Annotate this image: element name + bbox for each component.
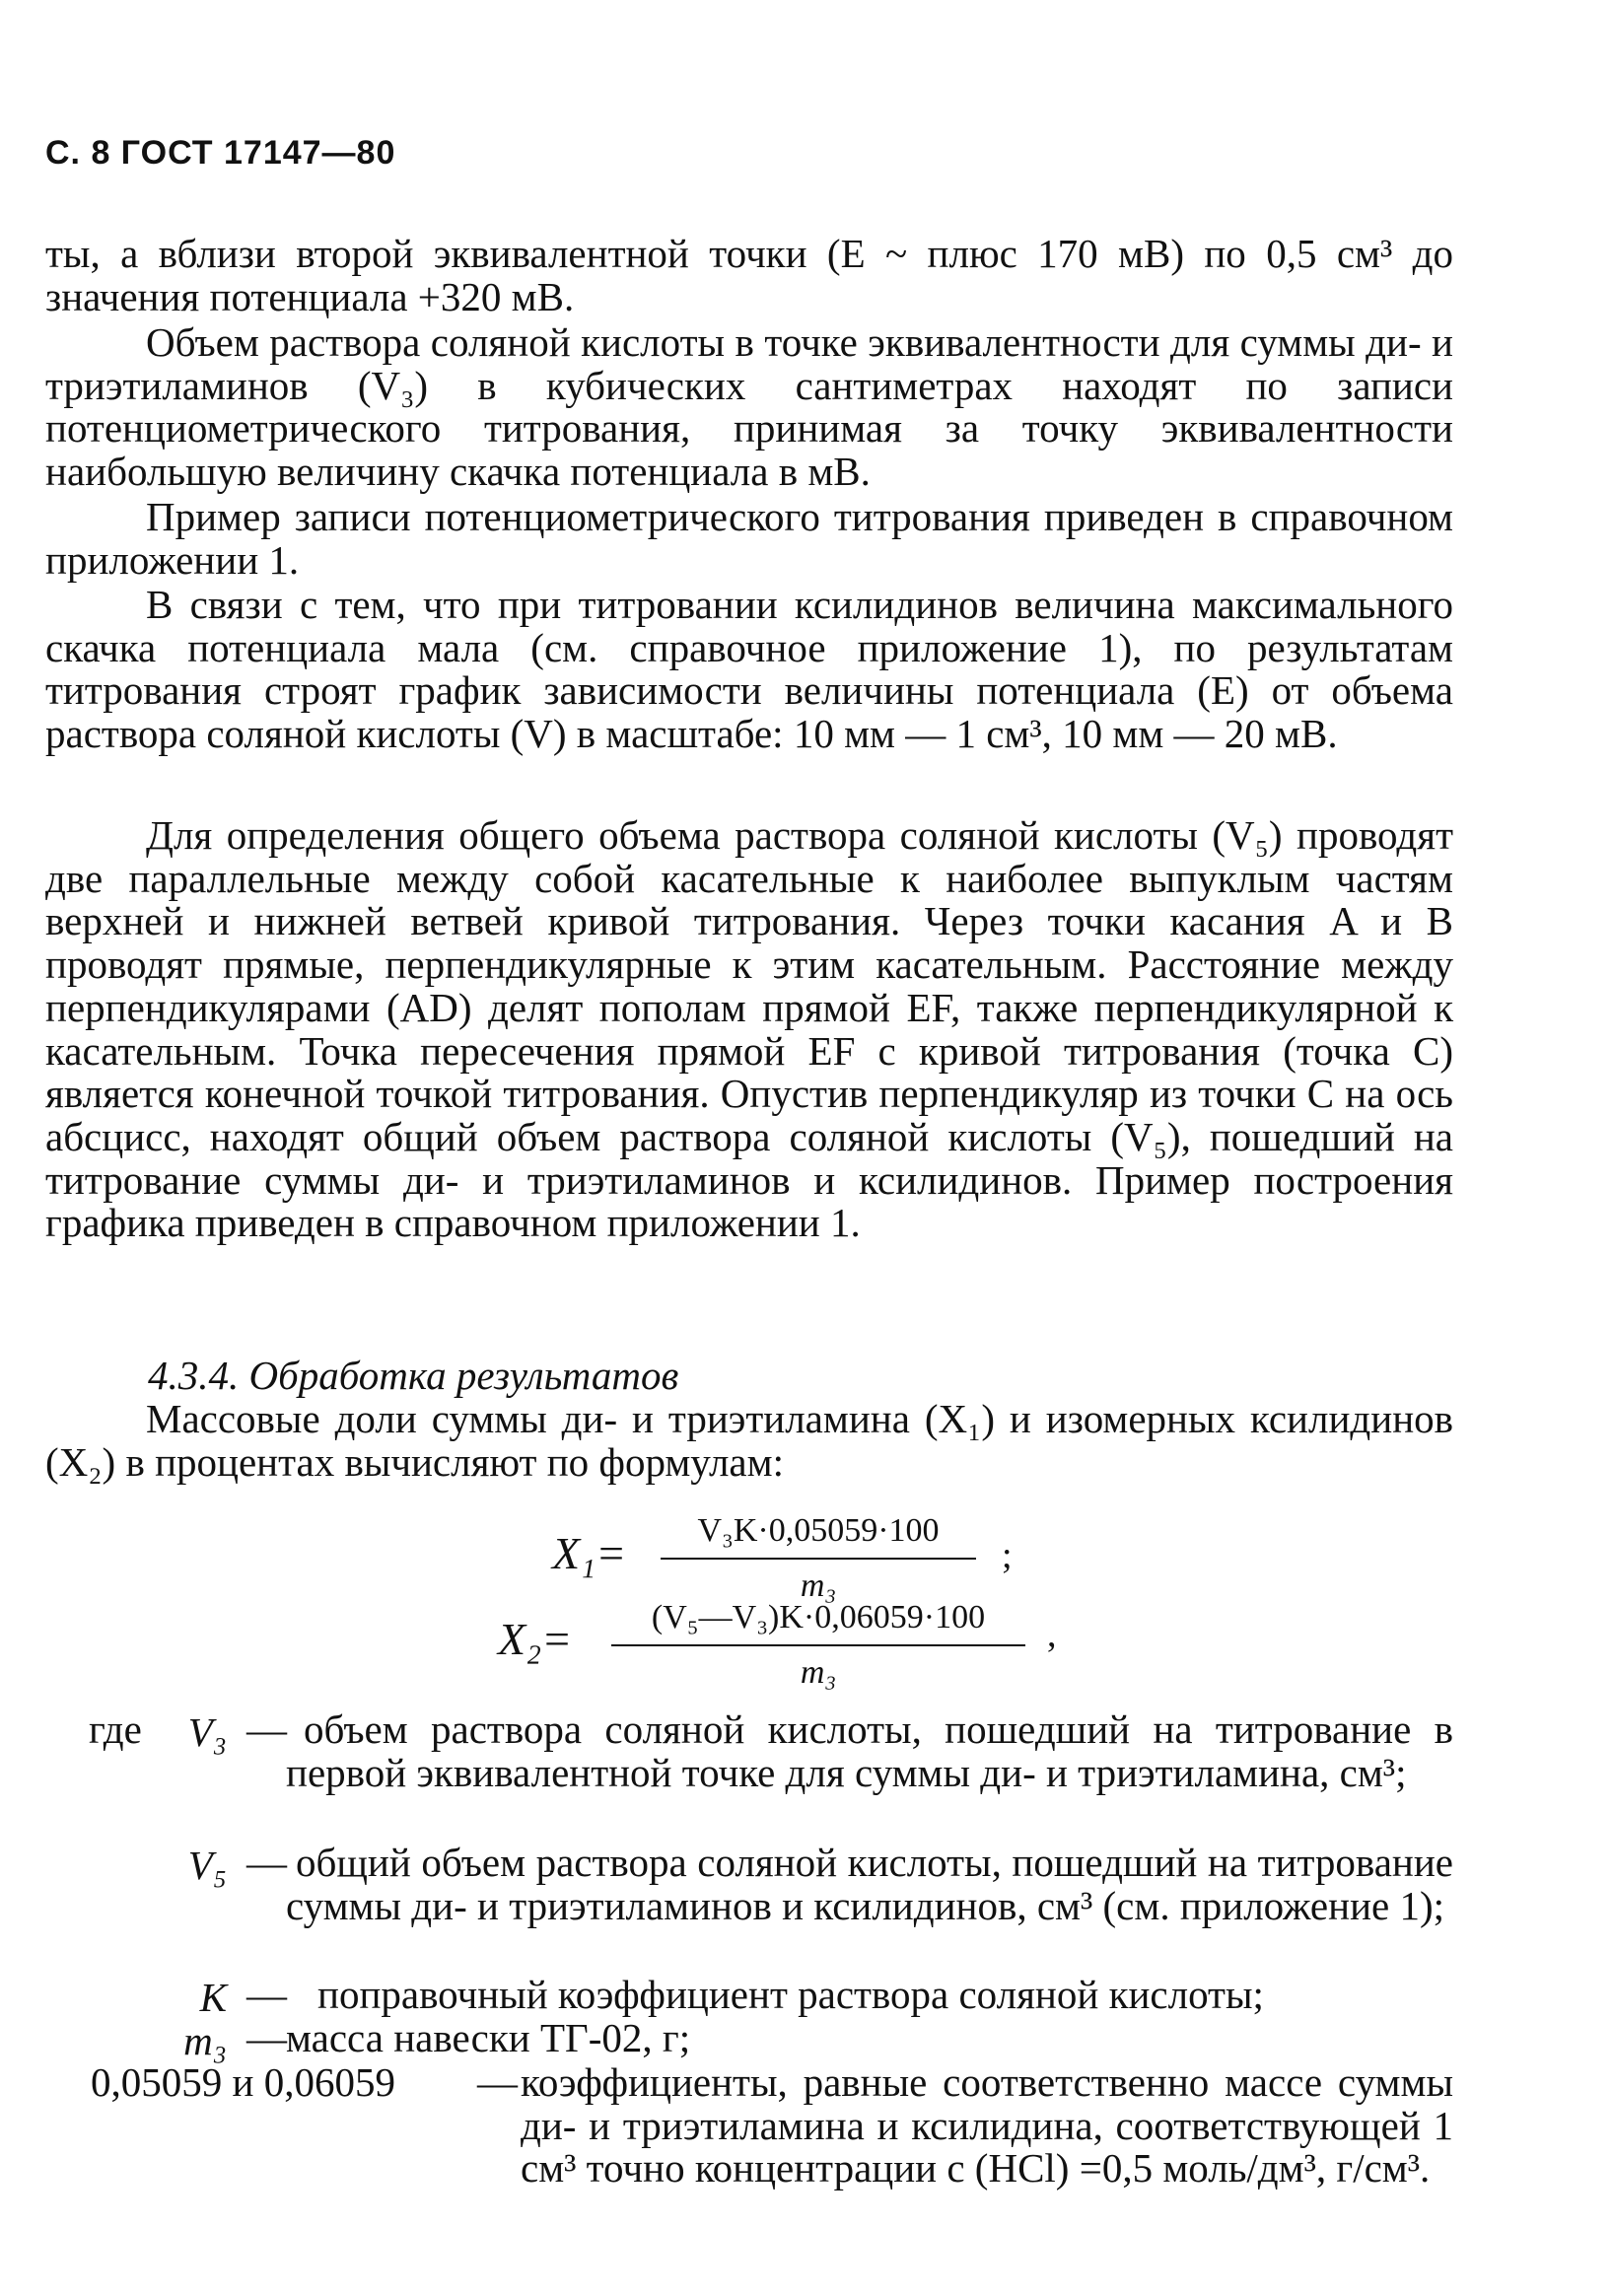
formula-1-fraction-bar <box>661 1558 976 1560</box>
definition-lead-word: где <box>89 1706 142 1752</box>
definition-dash-v5: — <box>246 1840 287 1885</box>
formula-2-numerator: (V₅—V₃)K·0,06059·100 <box>651 1599 986 1635</box>
formula-1-lhs: X₁= <box>552 1528 627 1578</box>
definition-text-v3: объем раствора соляной кислоты, пошедший на титрование в первой эквивалентной точке для суммы ди- и триэтиламина, см³; <box>286 1706 1453 1795</box>
paragraph-total-volume-v5: Для определения общего объема раствора соляной кислоты (V₅) проводят две параллельные между собой касательные к наиболее выпуклым частям верхней и нижней ветвей кривой титрования. Через точки касания A и B проводят прямые, перпендикулярные к этим касательным. Расстояние между перпендикулярами (AD) делят пополам прямой EF, также перпендикулярной к касательным. Точка пересечения прямой EF с кривой титрования (точка C) является конечной точкой титрования. Опустив перпендикуляр из точки C на ось абсцисс, находят общий объем раствора соляной кислоты (V₅), пошедший на титрование суммы ди- и триэтиламинов и ксилидинов. Пример построения графика приведен в справочном приложении 1. <box>45 812 1453 1246</box>
definition-term-m3: m₃ <box>183 2018 227 2063</box>
definition-term-k: K <box>199 1975 227 2020</box>
definition-term-v5: V₅ <box>187 1843 227 1888</box>
section-heading: 4.3.4. Обработка результатов <box>148 1353 679 1398</box>
formula-1-separator: ; <box>1002 1535 1013 1576</box>
paragraph-xylidine-graph: В связи с тем, что при титровании ксилидинов величина максимального скачка потенциала мала (см. справочное приложение 1), по результатам титрования строят график зависимости величины потенциала (E) от объема раствора соляной кислоты (V) в масштабе: 10 мм — 1 см³, 10 мм — 20 мВ. <box>45 582 1453 757</box>
definition-dash-m3: — <box>246 2015 287 2060</box>
formula-intro: Массовые доли суммы ди- и триэтиламина (X₁) и изомерных ксилидинов (X₂) в процентах вычисляют по формулам: <box>45 1396 1453 1485</box>
formula-2-separator: , <box>1047 1614 1057 1655</box>
formula-1-numerator: V₃K·0,05059·100 <box>697 1512 940 1549</box>
definition-text-coefficients: коэффициенты, равные соответственно массе суммы ди- и триэтиламина и ксилидина, соответствующей 1 см³ точно концентрации c (HCl) =0,5 моль/дм³, г/см³. <box>521 2059 1453 2192</box>
formula-2-fraction-bar <box>611 1644 1025 1646</box>
definition-text-v5: общий объем раствора соляной кислоты, пошедший на титрование суммы ди- и триэтиламинов и ксилидинов, см³ (см. приложение 1); <box>286 1840 1453 1928</box>
definition-dash-v3: — <box>246 1706 287 1752</box>
formula-1-denominator: m₃ <box>800 1567 837 1604</box>
definition-dash-coefficients: — <box>477 2059 518 2105</box>
formula-2-lhs: X₂= <box>498 1614 573 1664</box>
definition-dash-k: — <box>246 1972 287 2017</box>
definition-text-k: поправочный коэффициент раствора соляной кислоты; <box>317 1972 1264 2017</box>
paragraph-volume-v3: Объем раствора соляной кислоты в точке эквивалентности для суммы ди- и триэтиламинов (V₃) в кубических сантиметрах находят по записи потенциометрического титрования, принимая за точку эквивалентности наибольшую величину скачка потенциала в мВ. <box>45 319 1453 495</box>
paragraph-example-ref: Пример записи потенциометрического титрования приведен в справочном приложении 1. <box>45 494 1453 583</box>
paragraph-continuation: ты, а вблизи второй эквивалентной точки (E ~ плюс 170 мВ) по 0,5 см³ до значения потенциала +320 мВ. <box>45 231 1453 319</box>
definition-term-v3: V₃ <box>187 1709 227 1755</box>
page-header: С. 8 ГОСТ 17147—80 <box>45 134 396 172</box>
definition-text-m3: масса навески ТГ-02, г; <box>286 2015 691 2060</box>
formula-2-denominator: m₃ <box>800 1654 837 1691</box>
definition-term-coefficients: 0,05059 и 0,06059 <box>91 2059 395 2105</box>
